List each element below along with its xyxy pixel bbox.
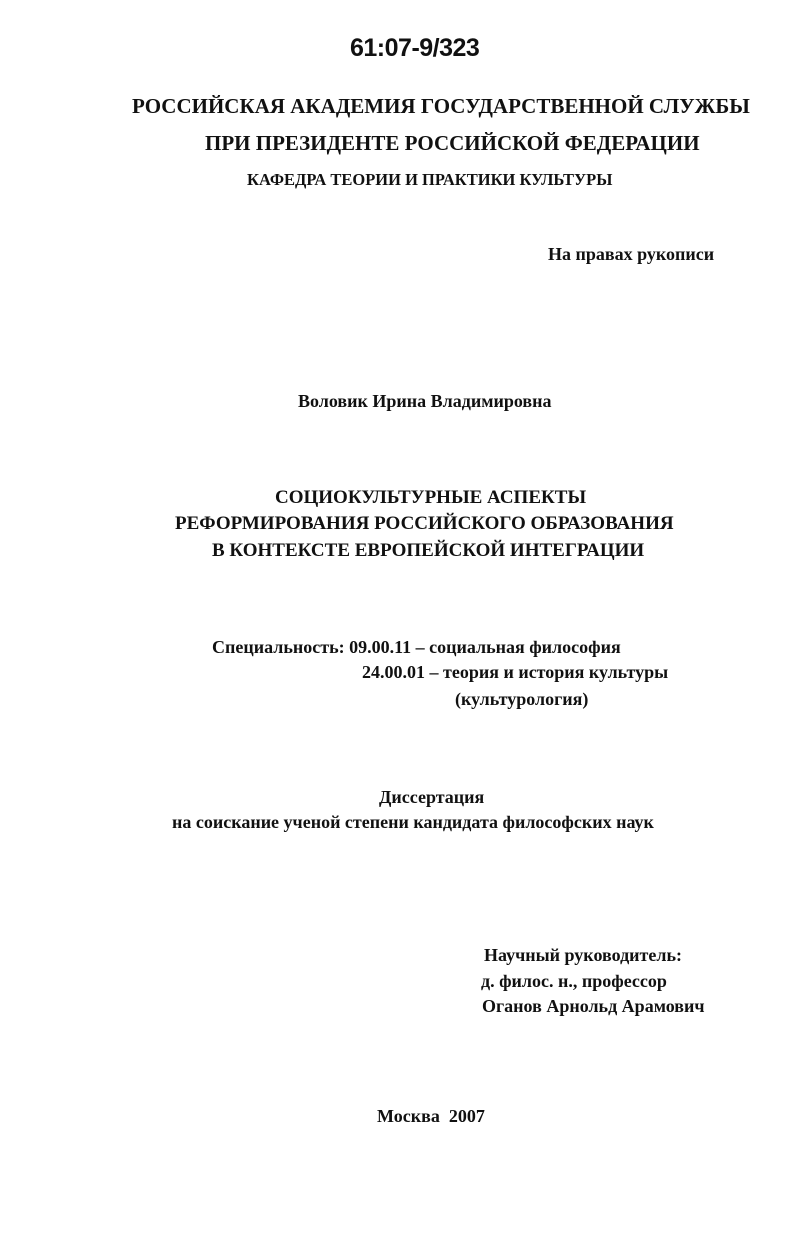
dissertation-title-line-3: В КОНТЕКСТЕ ЕВРОПЕЙСКОЙ ИНТЕГРАЦИИ	[212, 540, 645, 561]
place-year: Москва 2007	[377, 1106, 485, 1126]
author-name: Воловик Ирина Владимировна	[298, 391, 552, 411]
dissertation-label: Диссертация	[379, 787, 485, 807]
rights-note: На правах рукописи	[548, 244, 715, 264]
degree-purpose: на соискание ученой степени кандидата философских наук	[172, 812, 654, 832]
dissertation-title-line-1: СОЦИОКУЛЬТУРНЫЕ АСПЕКТЫ	[275, 487, 587, 508]
specialty-line-3: (культурология)	[455, 689, 589, 709]
catalog-number: 61:07-9/323	[350, 34, 480, 62]
specialty-line-1: Специальность: 09.00.11 – социальная философия	[212, 637, 621, 657]
organization-line-2: ПРИ ПРЕЗИДЕНТЕ РОССИЙСКОЙ ФЕДЕРАЦИИ	[205, 131, 700, 155]
supervisor-name: Оганов Арнольд Арамович	[482, 996, 705, 1016]
organization-line-1: РОССИЙСКАЯ АКАДЕМИЯ ГОСУДАРСТВЕННОЙ СЛУЖБЫ	[132, 94, 750, 118]
department: КАФЕДРА ТЕОРИИ И ПРАКТИКИ КУЛЬТУРЫ	[247, 170, 613, 189]
specialty-line-2: 24.00.01 – теория и история культуры	[362, 662, 669, 682]
supervisor-label: Научный руководитель:	[484, 945, 682, 965]
dissertation-title-line-2: РЕФОРМИРОВАНИЯ РОССИЙСКОГО ОБРАЗОВАНИЯ	[175, 513, 674, 534]
supervisor-degree: д. филос. н., профессор	[481, 971, 667, 991]
